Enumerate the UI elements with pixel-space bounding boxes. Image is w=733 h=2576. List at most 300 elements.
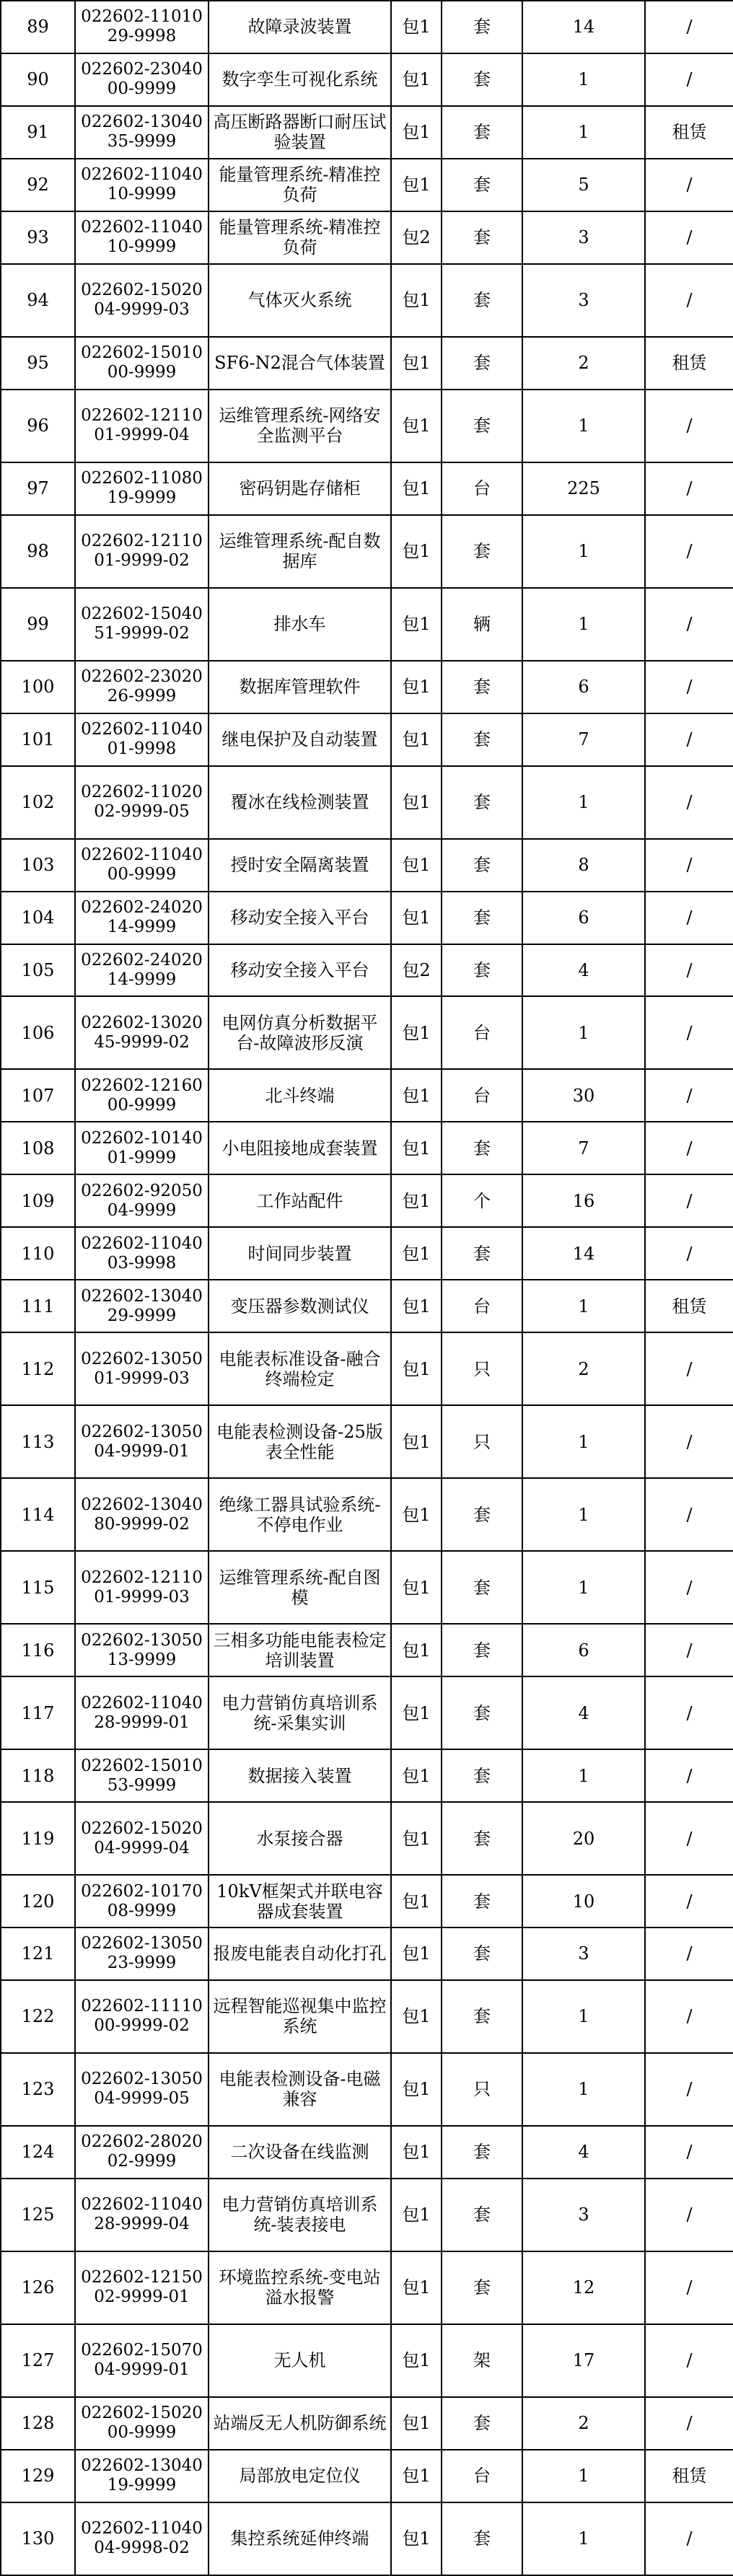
package-cell: 包1: [391, 337, 442, 390]
quantity-cell: 6: [522, 661, 645, 713]
remark-cell: /: [645, 53, 733, 106]
item-name-cell: 局部放电定位仪: [209, 2450, 391, 2502]
material-code-cell: 022602-1101029-9998: [75, 1, 209, 53]
unit-cell: 套: [442, 106, 522, 159]
remark-cell: /: [645, 588, 733, 661]
row-number-cell: 98: [1, 515, 75, 588]
row-number-cell: 104: [1, 892, 75, 944]
table-row: [1, 462, 733, 515]
unit-cell: 套: [442, 2251, 522, 2324]
package-cell: 包1: [391, 1478, 442, 1551]
table-row: [1, 713, 733, 766]
item-name-cell: 继电保护及自动装置: [209, 713, 391, 766]
row-number-cell: 102: [1, 766, 75, 839]
quantity-cell: 2: [522, 2397, 645, 2450]
remark-cell: /: [645, 1875, 733, 1927]
remark-cell: /: [645, 211, 733, 264]
item-name-cell: 电力营销仿真培训系统-采集实训: [209, 1676, 391, 1749]
table-row: [1, 2126, 733, 2179]
quantity-cell: 12: [522, 2251, 645, 2324]
material-code-cell: 022602-1104028-9999-04: [75, 2179, 209, 2251]
item-name-cell: 数字孪生可视化系统: [209, 53, 391, 106]
table-row: [1, 159, 733, 211]
unit-cell: 套: [442, 661, 522, 713]
remark-cell: /: [645, 2179, 733, 2251]
unit-cell: 只: [442, 1405, 522, 1478]
material-code-cell: 022602-2802002-9999: [75, 2126, 209, 2179]
package-cell: 包1: [391, 2251, 442, 2324]
material-code-cell: 022602-1305001-9999-03: [75, 1332, 209, 1405]
item-name-cell: 授时安全隔离装置: [209, 839, 391, 892]
material-code-cell: 022602-9205004-9999: [75, 1174, 209, 1227]
quantity-cell: 2: [522, 337, 645, 390]
package-cell: 包1: [391, 2397, 442, 2450]
table-row: [1, 1478, 733, 1551]
table-row: [1, 1122, 733, 1174]
item-name-cell: 数据库管理软件: [209, 661, 391, 713]
table-row: [1, 1332, 733, 1405]
quantity-cell: 1: [522, 1551, 645, 1624]
package-cell: 包1: [391, 2324, 442, 2397]
quantity-cell: 14: [522, 1227, 645, 1280]
row-number-cell: 106: [1, 996, 75, 1069]
quantity-cell: 2: [522, 1332, 645, 1405]
package-cell: 包1: [391, 1227, 442, 1280]
quantity-cell: 6: [522, 892, 645, 944]
package-cell: 包1: [391, 1280, 442, 1332]
unit-cell: 套: [442, 713, 522, 766]
table-row: [1, 1, 733, 53]
package-cell: 包1: [391, 1927, 442, 1980]
unit-cell: 套: [442, 2179, 522, 2251]
package-cell: 包1: [391, 2179, 442, 2251]
material-code-cell: 022602-1507004-9999-01: [75, 2324, 209, 2397]
quantity-cell: 30: [522, 1069, 645, 1122]
item-name-cell: 排水车: [209, 588, 391, 661]
table-row: [1, 515, 733, 588]
quantity-cell: 1: [522, 515, 645, 588]
remark-cell: /: [645, 1174, 733, 1227]
quantity-cell: 1: [522, 390, 645, 462]
material-code-cell: 022602-1211001-9999-02: [75, 515, 209, 588]
item-name-cell: 运维管理系统-网络安全监测平台: [209, 390, 391, 462]
item-name-cell: 报废电能表自动化打孔: [209, 1927, 391, 1980]
remark-cell: /: [645, 390, 733, 462]
table-row: [1, 211, 733, 264]
package-cell: 包1: [391, 2053, 442, 2126]
table-row: [1, 2397, 733, 2450]
remark-cell: /: [645, 892, 733, 944]
quantity-cell: 1: [522, 2450, 645, 2502]
quantity-cell: 5: [522, 159, 645, 211]
unit-cell: 套: [442, 766, 522, 839]
quantity-cell: 4: [522, 944, 645, 997]
row-number-cell: 124: [1, 2126, 75, 2179]
table-row: [1, 1802, 733, 1875]
table-row: [1, 996, 733, 1069]
table-row: [1, 2179, 733, 2251]
package-cell: 包1: [391, 515, 442, 588]
remark-cell: /: [645, 462, 733, 515]
remark-cell: /: [645, 996, 733, 1069]
package-cell: 包1: [391, 462, 442, 515]
material-code-cell: 022602-1104010-9999: [75, 159, 209, 211]
material-code-cell: 022602-1104000-9999: [75, 839, 209, 892]
item-name-cell: 工作站配件: [209, 1174, 391, 1227]
item-name-cell: 电力营销仿真培训系统-装表接电: [209, 2179, 391, 2251]
row-number-cell: 99: [1, 588, 75, 661]
item-name-cell: 绝缘工器具试验系统-不停电作业: [209, 1478, 391, 1551]
material-code-cell: 022602-1104010-9999: [75, 211, 209, 264]
material-code-cell: 022602-1305004-9999-01: [75, 1405, 209, 1478]
quantity-cell: 8: [522, 839, 645, 892]
material-code-cell: 022602-1304080-9999-02: [75, 1478, 209, 1551]
package-cell: 包1: [391, 839, 442, 892]
package-cell: 包1: [391, 159, 442, 211]
material-code-cell: 022602-1304019-9999: [75, 2450, 209, 2502]
remark-cell: /: [645, 2502, 733, 2575]
row-number-cell: 91: [1, 106, 75, 159]
package-cell: 包1: [391, 1624, 442, 1676]
quantity-cell: 1: [522, 1478, 645, 1551]
table-row: [1, 1551, 733, 1624]
table-row: [1, 2251, 733, 2324]
material-code-cell: 022602-1017008-9999: [75, 1875, 209, 1927]
table-row: [1, 2502, 733, 2575]
remark-cell: /: [645, 1676, 733, 1749]
table-row: [1, 944, 733, 997]
remark-cell: /: [645, 1, 733, 53]
quantity-cell: 1: [522, 1405, 645, 1478]
item-name-cell: 能量管理系统-精准控负荷: [209, 211, 391, 264]
unit-cell: 套: [442, 2502, 522, 2575]
remark-cell: /: [645, 1980, 733, 2053]
row-number-cell: 93: [1, 211, 75, 264]
unit-cell: 套: [442, 159, 522, 211]
remark-cell: /: [645, 1405, 733, 1478]
unit-cell: 台: [442, 1280, 522, 1332]
remark-cell: /: [645, 1332, 733, 1405]
package-cell: 包1: [391, 1174, 442, 1227]
material-code-cell: 022602-1304035-9999: [75, 106, 209, 159]
remark-cell: /: [645, 1478, 733, 1551]
material-code-cell: 022602-1104003-9998: [75, 1227, 209, 1280]
material-code-cell: 022602-1305004-9999-05: [75, 2053, 209, 2126]
table-row: [1, 1875, 733, 1927]
unit-cell: 套: [442, 2397, 522, 2450]
table-row: [1, 1280, 733, 1332]
unit-cell: 套: [442, 1802, 522, 1875]
item-name-cell: 小电阻接地成套装置: [209, 1122, 391, 1174]
remark-cell: /: [645, 1122, 733, 1174]
quantity-cell: 10: [522, 1875, 645, 1927]
remark-cell: /: [645, 713, 733, 766]
remark-cell: /: [645, 2397, 733, 2450]
table-row: [1, 766, 733, 839]
remark-cell: /: [645, 1551, 733, 1624]
quantity-cell: 17: [522, 2324, 645, 2397]
material-code-cell: 022602-1304029-9999: [75, 1280, 209, 1332]
remark-cell: 租赁: [645, 2450, 733, 2502]
material-code-cell: 022602-1501000-9999: [75, 337, 209, 390]
table-row: [1, 1069, 733, 1122]
row-number-cell: 118: [1, 1749, 75, 1802]
unit-cell: 套: [442, 1927, 522, 1980]
material-code-cell: 022602-2304000-9999: [75, 53, 209, 106]
material-code-cell: 022602-1014001-9999: [75, 1122, 209, 1174]
material-code-cell: 022602-1108019-9999: [75, 462, 209, 515]
row-number-cell: 130: [1, 2502, 75, 2575]
package-cell: 包1: [391, 264, 442, 337]
table-row: [1, 2053, 733, 2126]
package-cell: 包1: [391, 1749, 442, 1802]
quantity-cell: 1: [522, 106, 645, 159]
unit-cell: 套: [442, 839, 522, 892]
material-code-cell: 022602-1305013-9999: [75, 1624, 209, 1676]
row-number-cell: 100: [1, 661, 75, 713]
item-name-cell: 电网仿真分析数据平台-故障波形反演: [209, 996, 391, 1069]
material-code-cell: 022602-1502004-9999-03: [75, 264, 209, 337]
table-row: [1, 1227, 733, 1280]
quantity-cell: 3: [522, 1927, 645, 1980]
unit-cell: 套: [442, 1875, 522, 1927]
unit-cell: 套: [442, 1, 522, 53]
table-row: [1, 1676, 733, 1749]
package-cell: 包1: [391, 766, 442, 839]
unit-cell: 套: [442, 1624, 522, 1676]
quantity-cell: 4: [522, 2126, 645, 2179]
remark-cell: /: [645, 766, 733, 839]
unit-cell: 台: [442, 2450, 522, 2502]
table-row: [1, 2450, 733, 2502]
item-name-cell: 电能表检测设备-25版表全性能: [209, 1405, 391, 1478]
table-row: [1, 1174, 733, 1227]
package-cell: 包1: [391, 1122, 442, 1174]
table-row: [1, 839, 733, 892]
package-cell: 包1: [391, 53, 442, 106]
remark-cell: /: [645, 839, 733, 892]
material-code-cell: 022602-1102002-9999-05: [75, 766, 209, 839]
remark-cell: /: [645, 1802, 733, 1875]
unit-cell: 套: [442, 211, 522, 264]
quantity-cell: 1: [522, 1280, 645, 1332]
row-number-cell: 101: [1, 713, 75, 766]
material-code-cell: 022602-1104001-9998: [75, 713, 209, 766]
table-row: [1, 1405, 733, 1478]
package-cell: 包1: [391, 1069, 442, 1122]
quantity-cell: 7: [522, 1122, 645, 1174]
unit-cell: 台: [442, 996, 522, 1069]
quantity-cell: 16: [522, 1174, 645, 1227]
item-name-cell: 远程智能巡视集中监控系统: [209, 1980, 391, 2053]
remark-cell: /: [645, 1624, 733, 1676]
item-name-cell: 北斗终端: [209, 1069, 391, 1122]
unit-cell: 辆: [442, 588, 522, 661]
quantity-cell: 1: [522, 996, 645, 1069]
item-name-cell: 能量管理系统-精准控负荷: [209, 159, 391, 211]
package-cell: 包1: [391, 892, 442, 944]
item-name-cell: 二次设备在线监测: [209, 2126, 391, 2179]
quantity-cell: 14: [522, 1, 645, 53]
quantity-cell: 1: [522, 588, 645, 661]
material-code-cell: 022602-1104028-9999-01: [75, 1676, 209, 1749]
table-row: [1, 2324, 733, 2397]
row-number-cell: 115: [1, 1551, 75, 1624]
remark-cell: /: [645, 2053, 733, 2126]
package-cell: 包2: [391, 944, 442, 997]
material-code-cell: 022602-1302045-9999-02: [75, 996, 209, 1069]
quantity-cell: 3: [522, 211, 645, 264]
material-code-cell: 022602-1211001-9999-04: [75, 390, 209, 462]
item-name-cell: 电能表检测设备-电磁兼容: [209, 2053, 391, 2126]
item-name-cell: 密码钥匙存储柜: [209, 462, 391, 515]
table-row: [1, 1624, 733, 1676]
row-number-cell: 103: [1, 839, 75, 892]
package-cell: 包1: [391, 1, 442, 53]
table-row: [1, 390, 733, 462]
package-cell: 包1: [391, 1676, 442, 1749]
item-name-cell: 三相多功能电能表检定培训装置: [209, 1624, 391, 1676]
package-cell: 包1: [391, 106, 442, 159]
item-name-cell: 移动安全接入平台: [209, 892, 391, 944]
table-row: [1, 337, 733, 390]
package-cell: 包1: [391, 390, 442, 462]
item-name-cell: 电能表标准设备-融合终端检定: [209, 1332, 391, 1405]
row-number-cell: 89: [1, 1, 75, 53]
table-row: [1, 1749, 733, 1802]
item-name-cell: 数据接入装置: [209, 1749, 391, 1802]
item-name-cell: SF6-N2混合气体装置: [209, 337, 391, 390]
package-cell: 包1: [391, 661, 442, 713]
unit-cell: 套: [442, 2126, 522, 2179]
package-cell: 包1: [391, 2502, 442, 2575]
remark-cell: /: [645, 515, 733, 588]
remark-cell: /: [645, 1749, 733, 1802]
package-cell: 包1: [391, 1551, 442, 1624]
unit-cell: 套: [442, 1676, 522, 1749]
unit-cell: 套: [442, 1227, 522, 1280]
item-name-cell: 无人机: [209, 2324, 391, 2397]
material-code-cell: 022602-1216000-9999: [75, 1069, 209, 1122]
quantity-cell: 4: [522, 1676, 645, 1749]
package-cell: 包1: [391, 996, 442, 1069]
item-name-cell: 气体灭火系统: [209, 264, 391, 337]
item-name-cell: 时间同步装置: [209, 1227, 391, 1280]
package-cell: 包1: [391, 1980, 442, 2053]
remark-cell: 租赁: [645, 1280, 733, 1332]
row-number-cell: 122: [1, 1980, 75, 2053]
unit-cell: 套: [442, 1478, 522, 1551]
item-name-cell: 站端反无人机防御系统: [209, 2397, 391, 2450]
material-code-cell: 022602-1502004-9999-04: [75, 1802, 209, 1875]
package-cell: 包1: [391, 2126, 442, 2179]
unit-cell: 只: [442, 1332, 522, 1405]
package-cell: 包1: [391, 588, 442, 661]
quantity-cell: 3: [522, 264, 645, 337]
quantity-cell: 1: [522, 1749, 645, 1802]
row-number-cell: 107: [1, 1069, 75, 1122]
row-number-cell: 125: [1, 2179, 75, 2251]
row-number-cell: 123: [1, 2053, 75, 2126]
quantity-cell: 1: [522, 2502, 645, 2575]
remark-cell: 租赁: [645, 337, 733, 390]
row-number-cell: 90: [1, 53, 75, 106]
material-code-cell: 022602-1501053-9999: [75, 1749, 209, 1802]
quantity-cell: 1: [522, 1980, 645, 2053]
unit-cell: 套: [442, 1749, 522, 1802]
remark-cell: /: [645, 1927, 733, 1980]
material-code-cell: 022602-2302026-9999: [75, 661, 209, 713]
row-number-cell: 96: [1, 390, 75, 462]
item-name-cell: 故障录波装置: [209, 1, 391, 53]
row-number-cell: 97: [1, 462, 75, 515]
unit-cell: 个: [442, 1174, 522, 1227]
package-cell: 包1: [391, 1405, 442, 1478]
unit-cell: 套: [442, 1122, 522, 1174]
table-row: [1, 588, 733, 661]
quantity-cell: 6: [522, 1624, 645, 1676]
table-row: [1, 661, 733, 713]
remark-cell: /: [645, 159, 733, 211]
row-number-cell: 112: [1, 1332, 75, 1405]
remark-cell: /: [645, 264, 733, 337]
row-number-cell: 119: [1, 1802, 75, 1875]
material-code-cell: 022602-1305023-9999: [75, 1927, 209, 1980]
quantity-cell: 1: [522, 2053, 645, 2126]
row-number-cell: 121: [1, 1927, 75, 1980]
row-number-cell: 126: [1, 2251, 75, 2324]
row-number-cell: 95: [1, 337, 75, 390]
item-name-cell: 覆冰在线检测装置: [209, 766, 391, 839]
package-cell: 包1: [391, 1875, 442, 1927]
package-cell: 包2: [391, 211, 442, 264]
quantity-cell: 1: [522, 766, 645, 839]
unit-cell: 套: [442, 264, 522, 337]
table-row: [1, 1980, 733, 2053]
row-number-cell: 116: [1, 1624, 75, 1676]
row-number-cell: 92: [1, 159, 75, 211]
item-name-cell: 集控系统延伸终端: [209, 2502, 391, 2575]
unit-cell: 架: [442, 2324, 522, 2397]
item-name-cell: 运维管理系统-配自数据库: [209, 515, 391, 588]
material-code-cell: 022602-1104004-9998-02: [75, 2502, 209, 2575]
row-number-cell: 114: [1, 1478, 75, 1551]
package-cell: 包1: [391, 1332, 442, 1405]
unit-cell: 台: [442, 1069, 522, 1122]
item-name-cell: 变压器参数测试仪: [209, 1280, 391, 1332]
material-code-cell: 022602-1504051-9999-02: [75, 588, 209, 661]
row-number-cell: 120: [1, 1875, 75, 1927]
item-name-cell: 运维管理系统-配自图模: [209, 1551, 391, 1624]
unit-cell: 套: [442, 892, 522, 944]
package-cell: 包1: [391, 1802, 442, 1875]
table-row: [1, 1927, 733, 1980]
remark-cell: /: [645, 1227, 733, 1280]
package-cell: 包1: [391, 2450, 442, 2502]
remark-cell: 租赁: [645, 106, 733, 159]
table-row: [1, 264, 733, 337]
unit-cell: 套: [442, 515, 522, 588]
remark-cell: /: [645, 2324, 733, 2397]
item-name-cell: 移动安全接入平台: [209, 944, 391, 997]
item-name-cell: 高压断路器断口耐压试验装置: [209, 106, 391, 159]
row-number-cell: 128: [1, 2397, 75, 2450]
quantity-cell: 7: [522, 713, 645, 766]
material-code-cell: 022602-2402014-9999: [75, 944, 209, 997]
unit-cell: 套: [442, 1551, 522, 1624]
quantity-cell: 1: [522, 53, 645, 106]
row-number-cell: 111: [1, 1280, 75, 1332]
